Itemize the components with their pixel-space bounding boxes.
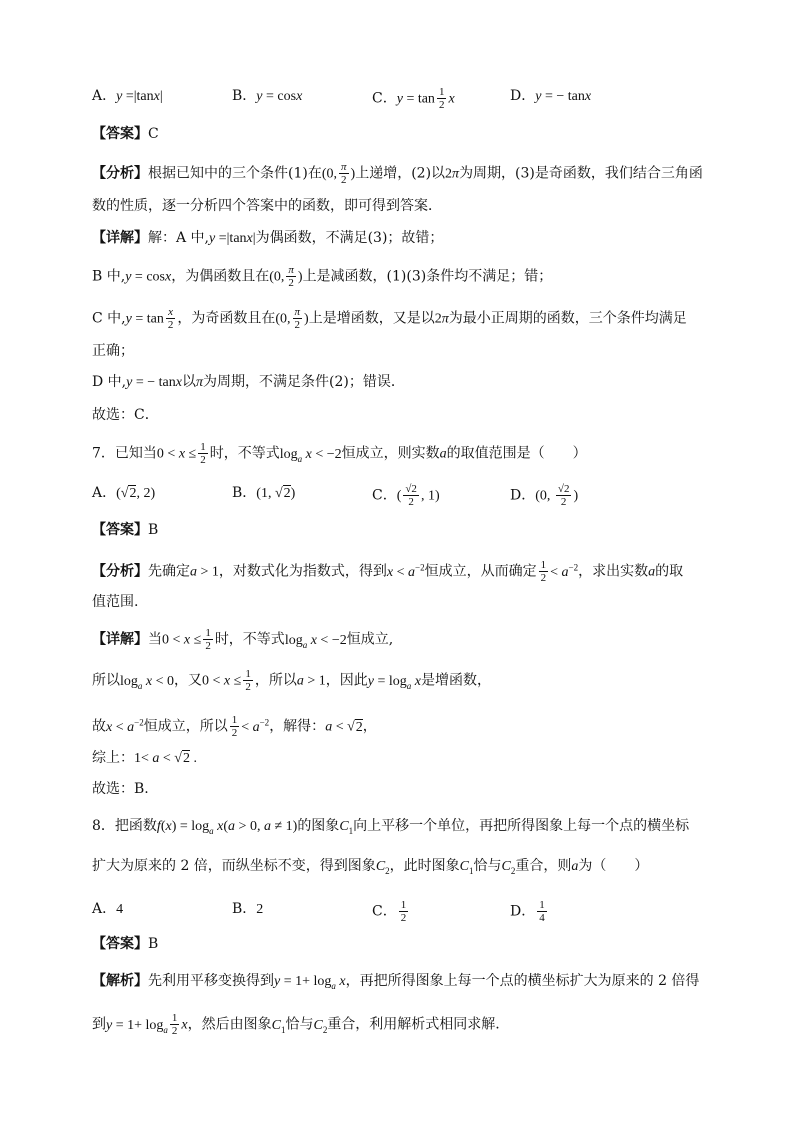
q7-analysis-line-1: 【分析】先确定a > 1，对数式化为指数式，得到$x < a^{-2}$恒成立，从而确定 $\frac{1}{2}$ < $a^{-2}$，求出实数a的取 <box>92 559 684 585</box>
q7-choose-line: 故选：B. <box>92 781 149 797</box>
q7-analysis-line-2: 值范围. <box>92 594 139 610</box>
question-8-stem-1: 8．把函数$f(x) = \log_a x(a > 0$, a ≠ 1)的图象$C_1$向上平移一个单位，再把所得图象上每一个点的横坐标 <box>92 818 690 836</box>
detail-line-c-cont: 正确； <box>92 343 134 359</box>
q7-detail-line-4: 综上：1< a < √2 . <box>92 750 197 766</box>
detail-line-c: C 中,y = tan $\frac{x}{2}$ ，为奇函数且在(0, $\frac{\pi}{2}$ )上是增函数，又是以2π为最小正周期的函数，三个条件均满足 <box>92 306 687 331</box>
q8-option-c: C． $\frac{1}{2}$ <box>372 899 407 924</box>
option-b: B．y = cosx <box>232 88 303 104</box>
question-8-stem-2: 扩大为原来的 2 倍，而纵坐标不变，得到图象$C_2$，此时图象$C_1$恰与$C_2$重合，则a为（ ） <box>92 858 649 876</box>
answer-line: 【答案】C <box>92 126 159 142</box>
q7-option-c: C．( $\frac{√2}{2}$ , 1) <box>372 483 440 508</box>
choose-line: 故选：C． <box>92 407 159 423</box>
q7-detail-line-1: 【详解】当0 < x ≤ $\frac{1}{2}$ 时，不等式$\log_a x < -2$恒成立, <box>92 627 394 652</box>
detail-line-b: B 中,y = cosx，为偶函数且在(0, $\frac{\pi}{2}$ )上是减函数，(1)(3)条件均不满足；错； <box>92 264 553 289</box>
detail-line-d: D 中,y = − tanx以π为周期，不满足条件(2)；错误． <box>92 374 405 390</box>
option-a: A．y =|tanx| <box>92 88 163 104</box>
q7-answer-line: 【答案】B <box>92 522 159 538</box>
q7-detail-line-3: 故$x < a^{-2}$恒成立，所以 $\frac{1}{2}$ < $a^{-2}$，解得：a < √2， <box>92 714 377 740</box>
q7-option-d: D．(0, $\frac{√2}{2}$ ) <box>510 483 579 508</box>
q7-option-a: A．(√2, 2) <box>92 485 156 501</box>
option-c: C．y = tan $\frac{1}{2}$ x <box>372 86 455 111</box>
q7-detail-line-2: 所以$\log_a x < 0$，又0 < x ≤ $\frac{1}{2}$ ，所以a > 1，因此$y = \log_a x$是增函数， <box>92 668 491 693</box>
q8-analysis-line-1: 【解析】先利用平移变换得到$y = 1+ \log_a x$，再把所得图象上每一个点的横坐标扩大为原来的 2 倍得 <box>92 973 700 991</box>
analysis-line-1: 【分析】根据已知中的三个条件(1)在(0, $\frac{\pi}{2}$ )上递增，(2)以2π为周期，(3)是奇函数，我们结合三角函 <box>92 161 703 186</box>
q8-option-b: B．2 <box>232 901 264 917</box>
question-7-stem: 7．已知当0 < x ≤ $\frac{1}{2}$ 时，不等式$\log_a x < -2$恒成立，则实数a的取值范围是（ ） <box>92 441 587 466</box>
q8-analysis-line-2: 到$y = 1+ \log_a$ $\frac{1}{2}$ x，然后由图象$C_1$恰与$C_2$重合，利用解析式相同求解. <box>92 1012 500 1037</box>
detail-line-a: 【详解】解：A 中,y =|tanx|为偶函数，不满足(3)；故错； <box>92 230 444 246</box>
q8-answer-line: 【答案】B <box>92 936 159 952</box>
q8-option-a: A．4 <box>92 901 124 917</box>
q8-option-d: D． $\frac{1}{4}$ <box>510 899 545 924</box>
option-d: D．y = − tanx <box>510 88 592 104</box>
analysis-line-2: 数的性质，逐一分析四个答案中的函数，即可得到答案． <box>92 198 442 214</box>
q7-option-b: B．(1, √2) <box>232 485 296 501</box>
